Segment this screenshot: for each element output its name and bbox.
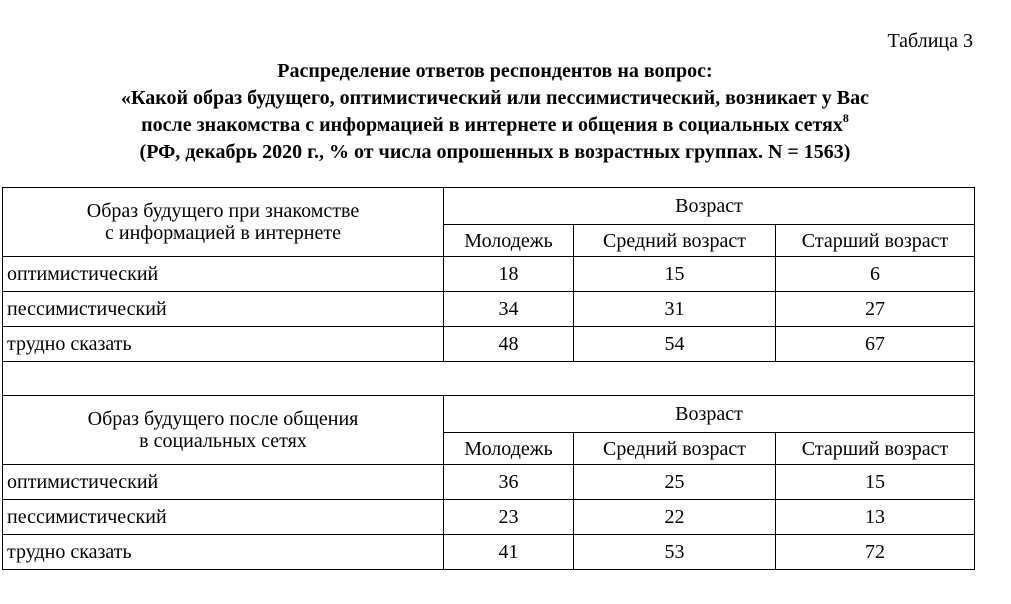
- row-label: оптимистический: [3, 257, 444, 292]
- cell-value: 67: [776, 327, 975, 362]
- cell-value: 23: [444, 500, 574, 535]
- row-label: пессимистический: [3, 292, 444, 327]
- cell-value: 27: [776, 292, 975, 327]
- cell-value: 18: [444, 257, 574, 292]
- empty-divider-cell: [3, 362, 975, 396]
- cell-value: 15: [776, 465, 975, 500]
- row-label: оптимистический: [3, 465, 444, 500]
- section-2-header-line-2: в социальных сетях: [139, 430, 307, 452]
- cell-value: 25: [574, 465, 776, 500]
- table-caption: [0, 58, 990, 166]
- row-label: пессимистический: [3, 500, 444, 535]
- table-number: Таблица 3: [887, 30, 973, 52]
- caption-line-3: [0, 112, 990, 139]
- section-1-age-group-header: Возраст: [444, 188, 975, 225]
- cell-value: 31: [574, 292, 776, 327]
- cell-value: 6: [776, 257, 975, 292]
- section-1-header-line-1: Образ будущего при знакомстве: [86, 200, 360, 222]
- cell-value: 53: [574, 535, 776, 570]
- table-row: [3, 257, 975, 292]
- cell-value: 36: [444, 465, 574, 500]
- section-2-row-header: [3, 396, 444, 465]
- column-header-youth: Молодежь: [444, 433, 574, 465]
- column-header-middle-age: Средний возраст: [574, 225, 776, 257]
- section-2-age-group-header: Возраст: [444, 396, 975, 433]
- footnote-marker: 8: [842, 111, 849, 125]
- survey-table: [2, 187, 975, 570]
- cell-value: 22: [574, 500, 776, 535]
- cell-value: 34: [444, 292, 574, 327]
- cell-value: 54: [574, 327, 776, 362]
- cell-value: 41: [444, 535, 574, 570]
- caption-line-1: Распределение ответов респондентов на вопрос:: [277, 60, 713, 82]
- section-2-header-line-1: Образ будущего после общения: [87, 408, 359, 430]
- cell-value: 48: [444, 327, 574, 362]
- section-2-header-row: [3, 396, 975, 433]
- cell-value: 15: [574, 257, 776, 292]
- table-row: [3, 535, 975, 570]
- row-label: трудно сказать: [3, 327, 444, 362]
- cell-value: 13: [776, 500, 975, 535]
- table-row: [3, 327, 975, 362]
- column-header-older-age: Старший возраст: [776, 433, 975, 465]
- cell-value: 72: [776, 535, 975, 570]
- caption-line-2: «Какой образ будущего, оптимистический или пессимистический, возникает у Вас: [120, 87, 869, 109]
- section-divider-row: [3, 362, 975, 396]
- caption-line-4: (РФ, декабрь 2020 г., % от числа опрошенных в возрастных группах. N = 1563): [139, 141, 851, 163]
- caption-line-3-text: после знакомства с информацией в интернете и общения в социальных сетях: [141, 114, 843, 136]
- column-header-youth: Молодежь: [444, 225, 574, 257]
- table-row: [3, 465, 975, 500]
- row-label: трудно сказать: [3, 535, 444, 570]
- table-row: [3, 500, 975, 535]
- table-row: [3, 292, 975, 327]
- section-1-row-header: [3, 188, 444, 257]
- section-1-header-line-2: с информацией в интернете: [105, 222, 341, 244]
- column-header-older-age: Старший возраст: [776, 225, 975, 257]
- column-header-middle-age: Средний возраст: [574, 433, 776, 465]
- section-1-header-row: [3, 188, 975, 225]
